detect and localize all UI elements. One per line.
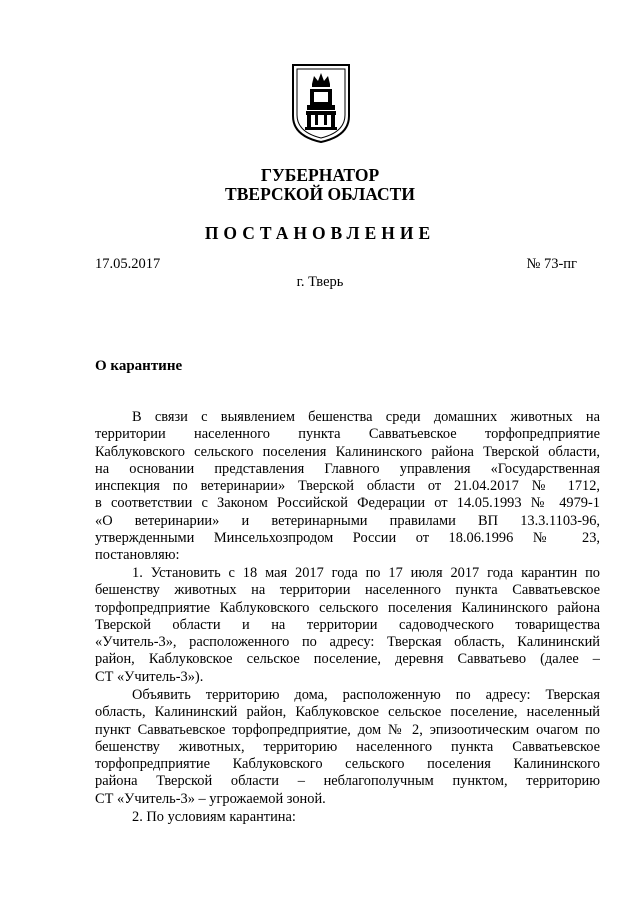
text-line: Объявить территорию дома, расположенную по адресу: Тверская [132, 687, 600, 703]
text-line: территории населенного пункта Савватьевское торфопредприятие [95, 426, 600, 443]
paragraph-grounds [95, 409, 600, 565]
text-line: в соответствии с Законом Российской Федерации от 14.05.1993 № 4979-1 [95, 495, 600, 512]
governor-title: ГУБЕРНАТОР [260, 165, 380, 185]
text-line: инспекция по ветеринарии» Тверской области от 21.04.2017 № 1712, [95, 478, 600, 495]
text-line: пункт Савватьевское торфопредприятие, дом № 2, эпизоотическим очагом по [95, 721, 600, 738]
text-line: СТ «Учитель-3» – угрожаемой зоной. [95, 790, 326, 807]
document-subject: О карантине [95, 358, 183, 374]
text-line: бешенству животных, территорию населенного пункта Савватьевское [95, 738, 600, 755]
text-line: район, Каблуковское сельское поселение, деревня Савватьево (далее – [95, 651, 600, 668]
text-line: торфопредприятие Каблуковского сельского поселения Калининского района [95, 599, 600, 616]
text-line: утвержденными Минсельхозпродом России от 18.06.1996 № 23, [95, 530, 600, 547]
tver-coat-of-arms-icon [290, 62, 352, 144]
text-line: на основании представления Главного управления «Государственная [95, 460, 600, 477]
text-line: бешенству животных на территории населенного пункта Савватьевское [95, 582, 600, 599]
document-number: № 73-пг [526, 256, 577, 272]
text-line: СТ «Учитель-3»). [95, 668, 204, 685]
paragraph-declaration [95, 687, 600, 808]
paragraph-item-1 [95, 565, 600, 686]
region-title: ТВЕРСКОЙ ОБЛАСТИ [225, 184, 415, 204]
text-line: «Учитель-3», расположенного по адресу: Тверская область, Калининский [95, 634, 600, 651]
paragraph-item-2 [95, 809, 600, 826]
text-line: торфопредприятие Каблуковского сельского поселения Калининского [95, 756, 600, 773]
text-line: 1. Установить с 18 мая 2017 года по 17 июля 2017 года карантин по [132, 565, 600, 581]
text-line: область, Калининский район, Каблуковское сельское поселение, населенный [95, 704, 600, 721]
text-line: Каблуковского сельского поселения Калининского района Тверской области, [95, 443, 600, 460]
text-line: В связи с выявлением бешенства среди домашних животных на [132, 409, 600, 425]
text-line: постановляю: [95, 547, 180, 564]
document-city: г. Тверь [296, 274, 344, 290]
text-line: района Тверской области – неблагополучным пунктом, территорию [95, 773, 600, 790]
document-date: 17.05.2017 [95, 256, 161, 272]
document-type: ПОСТАНОВЛЕНИЕ [204, 223, 436, 243]
text-line: Тверской области и на территории садоводческого товарищества [95, 616, 600, 633]
text-line: 2. По условиям карантина: [132, 809, 296, 825]
text-line: «О ветеринарии» и ветеринарными правилами ВП 13.3.1103-96, [95, 512, 600, 529]
